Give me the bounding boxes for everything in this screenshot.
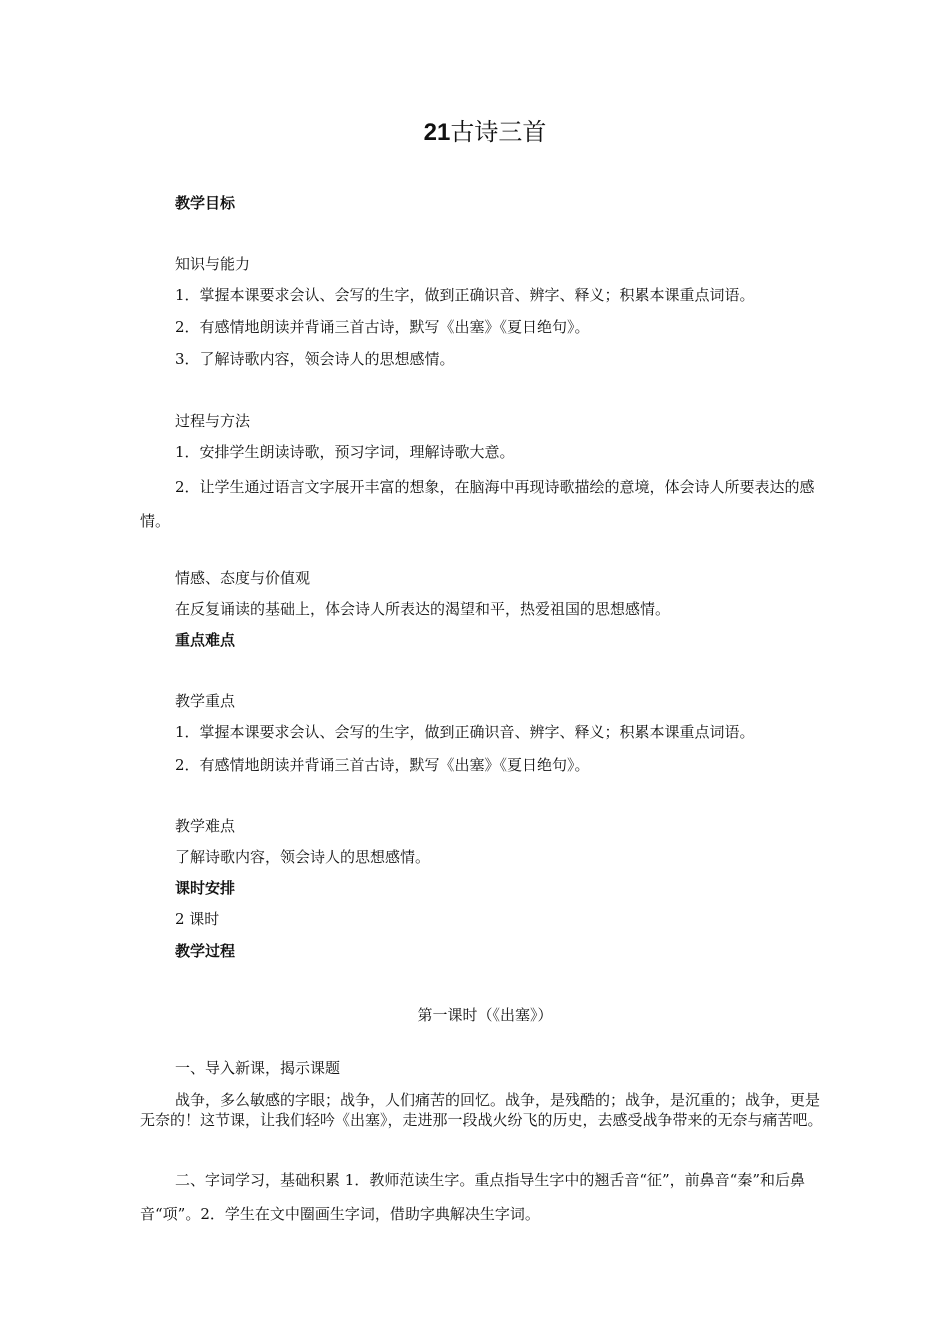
key-heading: 重点难点 bbox=[175, 631, 236, 649]
key-item-2: 2．有感情地朗读并背诵三首古诗，默写《出塞》《夏日绝句》。 bbox=[175, 756, 590, 774]
key-sub-heading: 教学重点 bbox=[175, 692, 236, 710]
process-main-heading: 教学过程 bbox=[175, 942, 236, 960]
process-item-2: 2．让学生通过语言文字展开丰富的想象，在脑海中再现诗歌描绘的意境，体会诗人所要表达的感情。 bbox=[140, 478, 815, 530]
process-heading: 过程与方法 bbox=[175, 412, 251, 430]
emotion-heading: 情感、态度与价值观 bbox=[175, 569, 311, 587]
knowledge-item-3: 3．了解诗歌内容，领会诗人的思想感情。 bbox=[175, 350, 455, 368]
process-item-1: 1．安排学生朗读诗歌，预习字词，理解诗歌大意。 bbox=[175, 443, 515, 461]
step1-text: 战争，多么敏感的字眼；战争，人们痛苦的回忆。战争，是残酷的；战争，是沉重的；战争，更是无奈的！这节课，让我们轻吟《出塞》，走进那一段战火纷飞的历史，去感受战争带来的无奈与痛苦吧。 bbox=[140, 1091, 823, 1129]
lesson-title: 古诗三首 bbox=[450, 118, 547, 146]
difficulty-heading: 教学难点 bbox=[175, 817, 236, 835]
step2-text: 二、字词学习，基础积累 1．教师范读生字。重点指导生字中的翘舌音“征”，前鼻音“秦”和后鼻音“项”。2．学生在文中圈画生字词，借助字典解决生字词。 bbox=[140, 1171, 805, 1223]
knowledge-item-1: 1．掌握本课要求会认、会写的生字，做到正确识音、辨字、释义；积累本课重点词语。 bbox=[175, 286, 755, 304]
schedule-text: 2 课时 bbox=[175, 910, 220, 928]
schedule-heading: 课时安排 bbox=[175, 879, 236, 897]
lesson-number: 21 bbox=[423, 119, 451, 146]
knowledge-heading: 知识与能力 bbox=[175, 255, 251, 273]
lesson1-heading: 第一课时（《出塞》） bbox=[417, 1006, 553, 1024]
objectives-heading: 教学目标 bbox=[175, 194, 236, 212]
knowledge-item-2: 2．有感情地朗读并背诵三首古诗，默写《出塞》《夏日绝句》。 bbox=[175, 318, 590, 336]
emotion-text: 在反复诵读的基础上，体会诗人所表达的渴望和平，热爱祖国的思想感情。 bbox=[175, 600, 671, 618]
step1-heading: 一、导入新课，揭示课题 bbox=[175, 1059, 341, 1077]
difficulty-text: 了解诗歌内容，领会诗人的思想感情。 bbox=[175, 848, 431, 866]
key-item-1: 1．掌握本课要求会认、会写的生字，做到正确识音、辨字、释义；积累本课重点词语。 bbox=[175, 723, 755, 741]
page-title bbox=[140, 115, 830, 150]
